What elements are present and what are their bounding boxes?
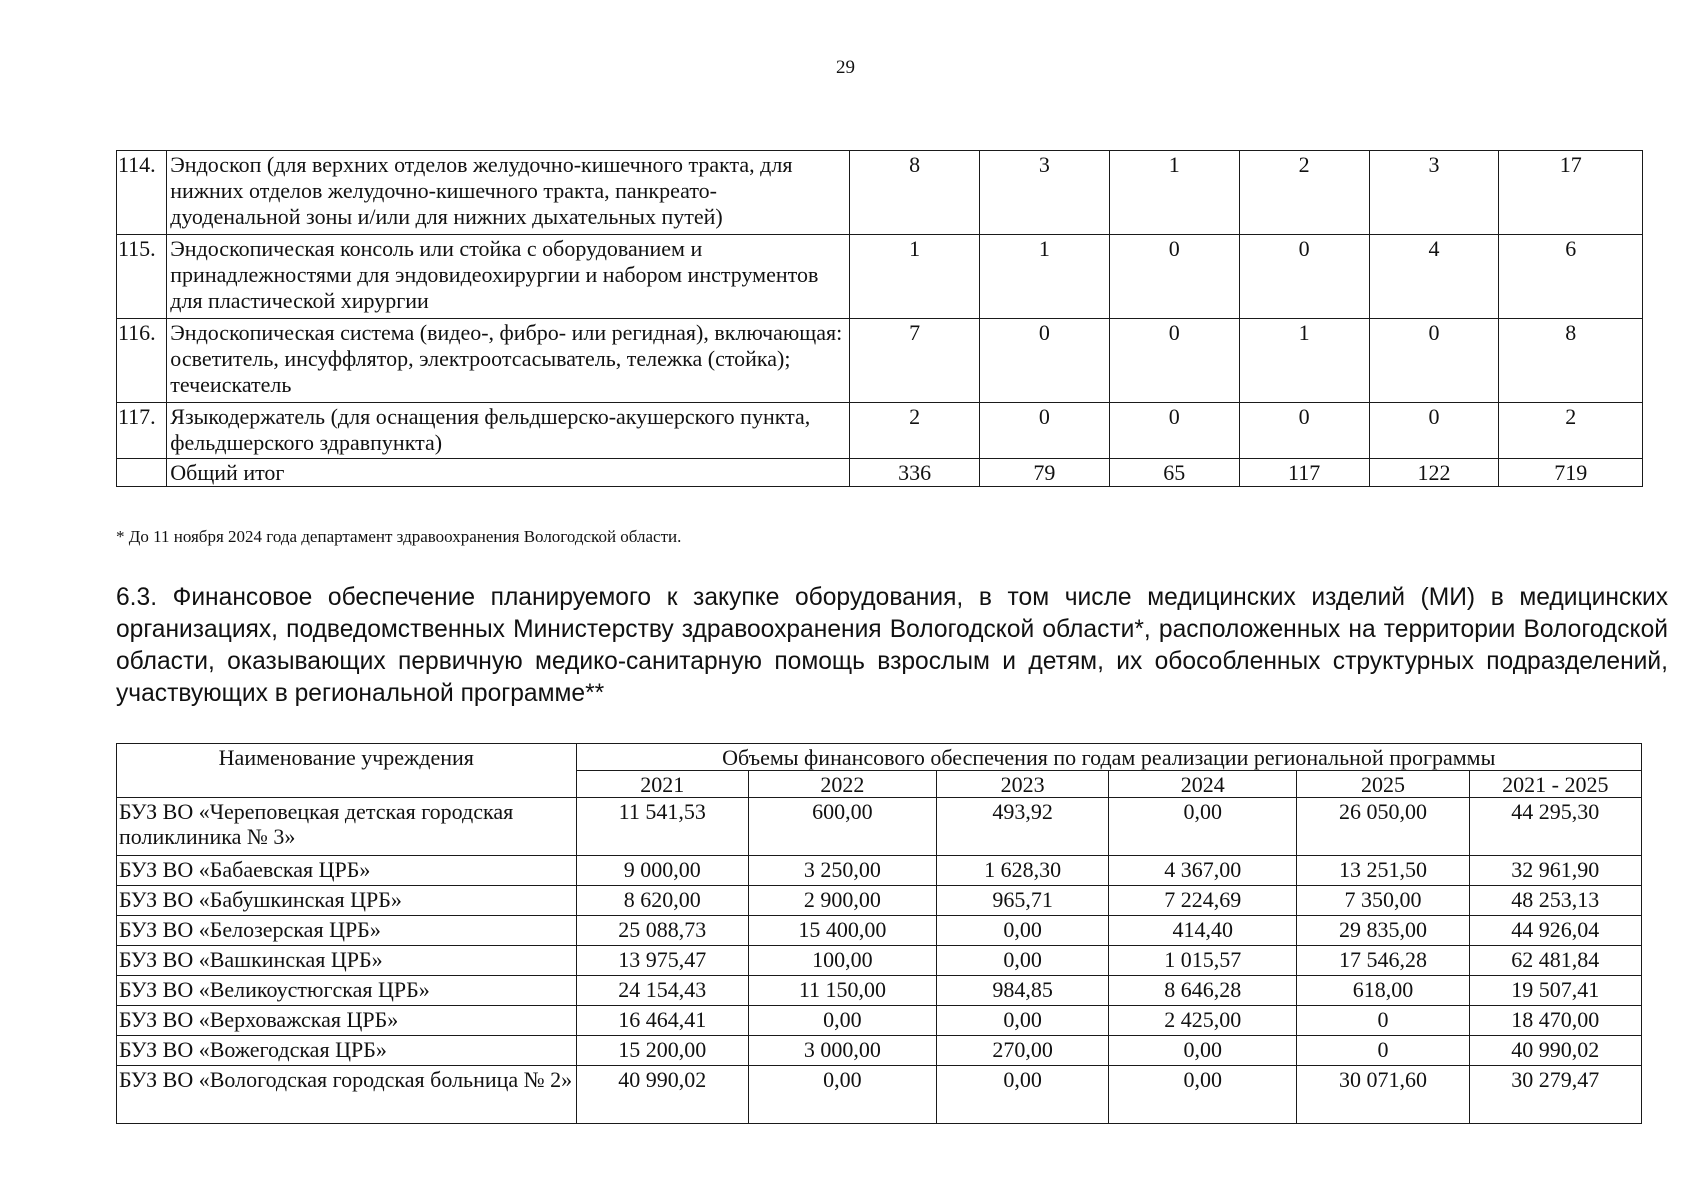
empty-cell: [117, 459, 167, 487]
institution-name: БУЗ ВО «Верховажская ЦРБ»: [117, 1006, 577, 1036]
funding-value: 0,00: [936, 946, 1108, 976]
funding-value: 25 088,73: [576, 916, 748, 946]
quantity-value: 2: [1499, 403, 1643, 459]
institution-name: БУЗ ВО «Вологодская городская больница № 2»: [117, 1066, 577, 1124]
footnote: * До 11 ноября 2024 года департамент здравоохранения Вологодской области.: [116, 527, 682, 546]
quantity-value: 1: [850, 235, 980, 319]
funding-value: 4 367,00: [1109, 856, 1297, 886]
equipment-name: Эндоскопическая система (видео-, фибро- или регидная), включающая: осветитель, инсуффлятор, электроотсасыватель, тележка (стойка); течеискатель: [167, 319, 850, 403]
institution-row: [117, 1006, 1642, 1036]
funding-value: 8 646,28: [1109, 976, 1297, 1006]
total-value: 117: [1239, 459, 1369, 487]
year-header: 2021 - 2025: [1469, 771, 1641, 798]
funding-value: 1 015,57: [1109, 946, 1297, 976]
funding-value: 44 926,04: [1469, 916, 1641, 946]
funding-value: 0,00: [1109, 1066, 1297, 1124]
funding-value: 0,00: [1109, 798, 1297, 856]
funding-value: 0: [1297, 1006, 1469, 1036]
funding-value: 19 507,41: [1469, 976, 1641, 1006]
equipment-name: Эндоскоп (для верхних отделов желудочно-кишечного тракта, для нижних отделов желудочно-кишечного тракта, панкреато-дуоденальной зоны и/или для нижних дыхательных путей): [167, 151, 850, 235]
funding-value: 965,71: [936, 886, 1108, 916]
funding-value: 270,00: [936, 1036, 1108, 1066]
quantity-value: 0: [1109, 319, 1239, 403]
funding-value: 16 464,41: [576, 1006, 748, 1036]
funding-value: 15 200,00: [576, 1036, 748, 1066]
funding-value: 40 990,02: [1469, 1036, 1641, 1066]
funding-value: 24 154,43: [576, 976, 748, 1006]
row-number: 115.: [117, 235, 167, 319]
quantity-value: 17: [1499, 151, 1643, 235]
total-row: [117, 459, 1643, 487]
funding-value: 11 150,00: [748, 976, 936, 1006]
funding-value: 32 961,90: [1469, 856, 1641, 886]
institution-row: [117, 976, 1642, 1006]
quantity-value: 1: [1239, 319, 1369, 403]
funding-value: 2 425,00: [1109, 1006, 1297, 1036]
year-header: 2025: [1297, 771, 1469, 798]
funding-value: 1 628,30: [936, 856, 1108, 886]
funding-value: 26 050,00: [1297, 798, 1469, 856]
total-value: 336: [850, 459, 980, 487]
institution-row: [117, 946, 1642, 976]
total-value: 122: [1369, 459, 1499, 487]
institution-name: БУЗ ВО «Великоустюгская ЦРБ»: [117, 976, 577, 1006]
institution-name: БУЗ ВО «Бабушкинская ЦРБ»: [117, 886, 577, 916]
funding-value: 29 835,00: [1297, 916, 1469, 946]
funding-value: 100,00: [748, 946, 936, 976]
funding-value: 0,00: [1109, 1036, 1297, 1066]
funding-value: 0,00: [748, 1066, 936, 1124]
institution-row: [117, 798, 1642, 856]
institution-row: [117, 916, 1642, 946]
equipment-row: [117, 403, 1643, 459]
page-number: 29: [836, 57, 855, 78]
quantity-value: 1: [1109, 151, 1239, 235]
funding-value: 13 251,50: [1297, 856, 1469, 886]
funding-value: 17 546,28: [1297, 946, 1469, 976]
funding-value: 0: [1297, 1036, 1469, 1066]
institution-row: [117, 1066, 1642, 1124]
quantity-value: 4: [1369, 235, 1499, 319]
total-value: 79: [980, 459, 1110, 487]
year-header: 2022: [748, 771, 936, 798]
quantity-value: 3: [980, 151, 1110, 235]
quantity-value: 2: [850, 403, 980, 459]
institution-name: БУЗ ВО «Череповецкая детская городская поликлиника № 3»: [117, 798, 577, 856]
total-value: 719: [1499, 459, 1643, 487]
funding-value: 48 253,13: [1469, 886, 1641, 916]
equipment-name: Эндоскопическая консоль или стойка с оборудованием и принадлежностями для эндовидеохирургии и набором инструментов для пластической хирургии: [167, 235, 850, 319]
funding-value: 414,40: [1109, 916, 1297, 946]
funding-value: 0,00: [936, 916, 1108, 946]
quantity-value: 6: [1499, 235, 1643, 319]
year-header: 2024: [1109, 771, 1297, 798]
funding-value: 11 541,53: [576, 798, 748, 856]
funding-value: 13 975,47: [576, 946, 748, 976]
quantity-value: 0: [1109, 403, 1239, 459]
funding-value: 7 224,69: [1109, 886, 1297, 916]
quantity-value: 1: [980, 235, 1110, 319]
header-institution: Наименование учреждения: [117, 744, 577, 798]
funding-value: 62 481,84: [1469, 946, 1641, 976]
section-heading: 6.3. Финансовое обеспечение планируемого к закупке оборудования, в том числе медицинских изделий (МИ) в медицинских организациях, подведомственных Министерству здравоохранения Вологодской области*, расположенных на территории Вологодской области, оказывающих первичную медико-санитарную помощь взрослым и детям, их обособленных структурных подразделений, участвующих в региональной программе**: [116, 584, 1668, 707]
funding-value: 0,00: [936, 1066, 1108, 1124]
equipment-row: [117, 235, 1643, 319]
funding-value: 0,00: [748, 1006, 936, 1036]
equipment-row: [117, 151, 1643, 235]
quantity-value: 0: [980, 319, 1110, 403]
funding-value: 30 071,60: [1297, 1066, 1469, 1124]
quantity-value: 0: [1239, 235, 1369, 319]
row-number: 116.: [117, 319, 167, 403]
year-header: 2023: [936, 771, 1108, 798]
quantity-value: 0: [980, 403, 1110, 459]
quantity-value: 0: [1369, 319, 1499, 403]
funding-value: 493,92: [936, 798, 1108, 856]
institution-name: БУЗ ВО «Бабаевская ЦРБ»: [117, 856, 577, 886]
total-label: Общий итог: [167, 459, 850, 487]
institution-row: [117, 1036, 1642, 1066]
equipment-name: Языкодержатель (для оснащения фельдшерско-акушерского пункта, фельдшерского здравпункта): [167, 403, 850, 459]
funding-value: 9 000,00: [576, 856, 748, 886]
funding-value: 15 400,00: [748, 916, 936, 946]
institution-name: БУЗ ВО «Вожегодская ЦРБ»: [117, 1036, 577, 1066]
quantity-value: 3: [1369, 151, 1499, 235]
year-header: 2021: [576, 771, 748, 798]
row-number: 114.: [117, 151, 167, 235]
funding-value: 2 900,00: [748, 886, 936, 916]
funding-value: 8 620,00: [576, 886, 748, 916]
funding-value: 600,00: [748, 798, 936, 856]
funding-value: 7 350,00: [1297, 886, 1469, 916]
funding-value: 30 279,47: [1469, 1066, 1641, 1124]
funding-value: 40 990,02: [576, 1066, 748, 1124]
quantity-value: 0: [1239, 403, 1369, 459]
quantity-value: 0: [1369, 403, 1499, 459]
quantity-value: 2: [1239, 151, 1369, 235]
funding-value: 3 250,00: [748, 856, 936, 886]
institution-row: [117, 856, 1642, 886]
funding-value: 18 470,00: [1469, 1006, 1641, 1036]
equipment-table: [116, 150, 1643, 487]
institution-name: БУЗ ВО «Вашкинская ЦРБ»: [117, 946, 577, 976]
equipment-row: [117, 319, 1643, 403]
total-value: 65: [1109, 459, 1239, 487]
quantity-value: 8: [850, 151, 980, 235]
header-funding-group: Объемы финансового обеспечения по годам реализации региональной программы: [576, 744, 1641, 771]
funding-value: 3 000,00: [748, 1036, 936, 1066]
row-number: 117.: [117, 403, 167, 459]
finance-table: [116, 743, 1642, 1124]
funding-value: 618,00: [1297, 976, 1469, 1006]
quantity-value: 7: [850, 319, 980, 403]
funding-value: 44 295,30: [1469, 798, 1641, 856]
quantity-value: 0: [1109, 235, 1239, 319]
funding-value: 0,00: [936, 1006, 1108, 1036]
institution-name: БУЗ ВО «Белозерская ЦРБ»: [117, 916, 577, 946]
quantity-value: 8: [1499, 319, 1643, 403]
funding-value: 984,85: [936, 976, 1108, 1006]
institution-row: [117, 886, 1642, 916]
